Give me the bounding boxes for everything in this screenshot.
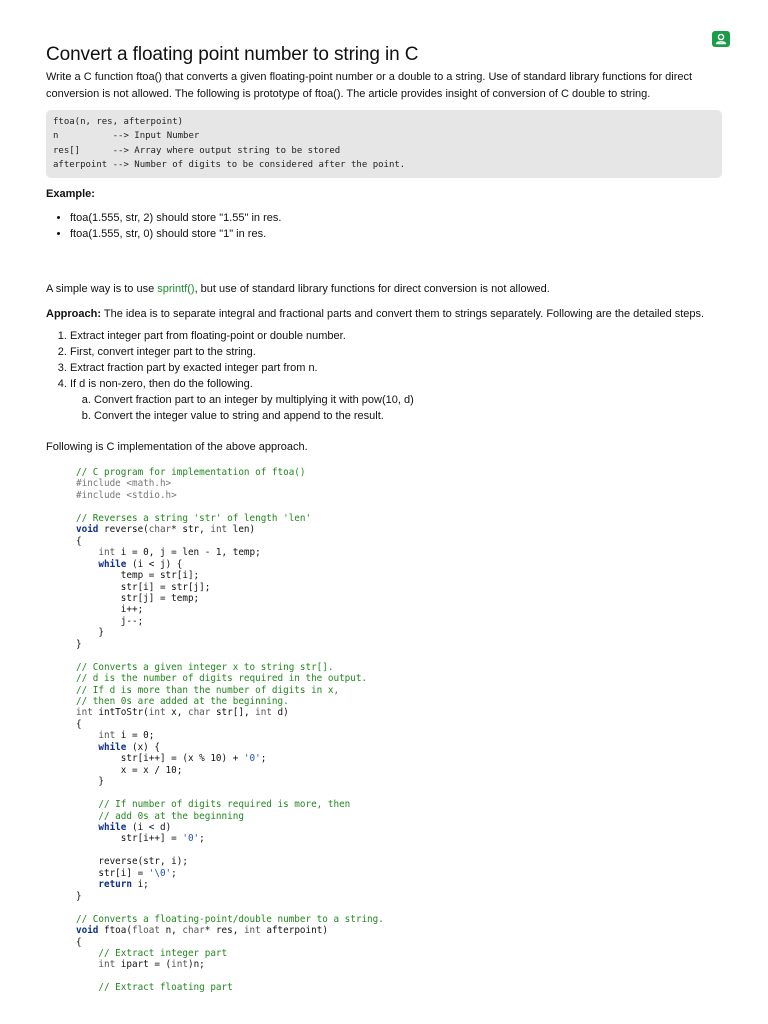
- list-item: a. Convert fraction part to an integer by multiplying it with pow(10, d): [94, 392, 726, 408]
- code-token: int: [148, 707, 166, 719]
- code-token: [76, 982, 98, 993]
- code-token: [76, 799, 98, 810]
- code-line: [76, 685, 384, 696]
- code-line: [76, 937, 384, 948]
- code-token: '0': [243, 753, 261, 765]
- code-token: // Extract floating part: [98, 982, 233, 994]
- code-token: [76, 879, 98, 890]
- example-heading: Example:: [46, 187, 95, 200]
- code-line: [76, 616, 384, 627]
- code-token: int: [98, 959, 116, 971]
- code-line: [76, 559, 384, 570]
- code-token: // If number of digits required is more, then: [98, 799, 351, 811]
- code-token: // d is the number of digits required in the output.: [76, 673, 368, 685]
- code-line: [76, 467, 384, 478]
- code-line: [76, 776, 384, 787]
- approach-label: Approach:: [46, 307, 101, 320]
- code-token: }: [76, 890, 82, 902]
- code-token: int: [210, 524, 228, 536]
- code-token: #include <stdio.h>: [76, 489, 177, 501]
- code-token: len): [227, 524, 256, 536]
- code-line: [76, 799, 384, 810]
- list-item: b. Convert the integer value to string and append to the result.: [94, 408, 726, 424]
- implementation-intro: Following is C implementation of the above approach.: [46, 440, 308, 453]
- code-line: [76, 730, 384, 741]
- code-token: [76, 547, 98, 558]
- code-token: str[],: [210, 707, 256, 719]
- code-token: afterpoint): [260, 925, 328, 937]
- code-token: {: [76, 535, 82, 547]
- code-line: [76, 742, 384, 753]
- code-token: float: [131, 925, 160, 937]
- source-code-block: [76, 467, 384, 994]
- code-token: str[i] = str[j];: [76, 581, 211, 593]
- code-token: )n;: [187, 959, 205, 971]
- code-token: }: [76, 776, 104, 788]
- code-line: [76, 627, 384, 638]
- code-token: while: [98, 741, 127, 753]
- code-token: i = 0;: [115, 730, 155, 742]
- code-token: * str,: [171, 524, 211, 536]
- code-token: char: [187, 707, 211, 719]
- code-line: [76, 696, 384, 707]
- code-token: void: [76, 524, 99, 536]
- code-token: str[j] = temp;: [76, 592, 200, 604]
- code-line: [76, 536, 384, 547]
- code-token: // Converts a floating-point/double number to a string.: [76, 913, 384, 925]
- code-line: [76, 513, 384, 524]
- code-line: [76, 788, 384, 799]
- code-line: [76, 902, 384, 913]
- code-token: #include <math.h>: [76, 478, 172, 490]
- prototype-line: afterpoint --> Number of digits to be considered after the point.: [53, 160, 406, 171]
- code-line: [76, 845, 384, 856]
- code-token: i;: [131, 879, 149, 891]
- code-token: [76, 559, 98, 570]
- code-token: ipart = (: [115, 959, 172, 971]
- code-line: [76, 856, 384, 867]
- code-line: [76, 822, 384, 833]
- code-token: // then 0s are added at the beginning.: [76, 696, 289, 708]
- code-token: str[i++] = (x % 10) +: [76, 753, 244, 765]
- list-item: [70, 376, 726, 424]
- code-line: [76, 582, 384, 593]
- code-token: reverse(: [98, 524, 149, 536]
- code-token: str[i++] =: [76, 833, 183, 845]
- code-line: [76, 490, 384, 501]
- code-line: [76, 959, 384, 970]
- code-token: // C program for implementation of ftoa(): [76, 467, 306, 478]
- list-item: 1. Extract integer part from floating-point or double number.: [70, 328, 726, 344]
- code-token: reverse(str, i);: [76, 856, 188, 868]
- code-line: [76, 501, 384, 512]
- code-token: d): [271, 707, 289, 719]
- code-token: int: [243, 925, 261, 937]
- code-token: str[i] =: [76, 867, 149, 879]
- code-token: [76, 948, 98, 959]
- code-token: ;: [199, 833, 205, 845]
- code-line: [76, 673, 384, 684]
- code-line: [76, 570, 384, 581]
- code-token: // Converts a given integer x to string str[].: [76, 661, 334, 673]
- code-line: [76, 914, 384, 925]
- code-token: // Reverses a string 'str' of length 'len': [76, 512, 312, 524]
- code-line: [76, 879, 384, 890]
- code-line: [76, 604, 384, 615]
- code-token: ;: [260, 753, 267, 765]
- approach-text: The idea is to separate integral and fractional parts and convert them to strings separately. Following are the detailed steps.: [101, 307, 705, 320]
- code-line: [76, 650, 384, 661]
- list-item: • ftoa(1.555, str, 0) should store "1" in res.: [70, 226, 726, 242]
- example-list: [46, 210, 726, 242]
- code-line: [76, 765, 384, 776]
- code-token: void: [76, 925, 99, 937]
- code-line: [76, 662, 384, 673]
- step-text: If d is non-zero, then do the following.: [70, 377, 253, 390]
- list-item: 3. Extract fraction part by exacted integer part from n.: [70, 360, 726, 376]
- code-token: (x) {: [126, 741, 160, 753]
- simple-way-paragraph: [46, 281, 726, 298]
- code-token: int: [76, 707, 93, 719]
- code-line: [76, 891, 384, 902]
- code-line: [76, 948, 384, 959]
- code-line: [76, 547, 384, 558]
- code-token: {: [76, 936, 82, 948]
- approach-paragraph: [46, 306, 726, 323]
- code-token: ftoa(: [98, 925, 132, 937]
- code-token: j--;: [76, 615, 144, 627]
- sprintf-link[interactable]: sprintf(): [157, 282, 195, 295]
- page-title: Convert a floating point number to string in C: [46, 44, 419, 65]
- code-token: [76, 811, 98, 822]
- code-token: }: [76, 638, 82, 650]
- simple-way-text-end: , but use of standard library functions for direct conversion is not allowed.: [194, 282, 550, 295]
- code-token: // add 0s at the beginning: [98, 810, 244, 822]
- code-token: [76, 730, 98, 741]
- code-token: [76, 822, 98, 833]
- code-token: int: [255, 707, 272, 719]
- code-token: while: [98, 558, 127, 570]
- steps-list: [46, 328, 726, 424]
- code-line: [76, 971, 384, 982]
- article: [46, 42, 726, 456]
- code-line: [76, 753, 384, 764]
- code-token: x,: [165, 707, 188, 719]
- code-line: [76, 833, 384, 844]
- code-line: [76, 925, 384, 936]
- code-line: [76, 593, 384, 604]
- prototype-line: ftoa(n, res, afterpoint): [53, 117, 184, 127]
- code-token: [76, 742, 98, 753]
- code-token: '0': [182, 833, 200, 845]
- prototype-line: n --> Input Number: [53, 131, 200, 142]
- code-token: char: [148, 524, 172, 536]
- code-token: ;: [171, 867, 177, 879]
- code-token: * res,: [204, 925, 244, 937]
- code-token: (i < d): [126, 822, 172, 833]
- code-token: // Extract integer part: [98, 947, 228, 959]
- intro-paragraph: Write a C function ftoa() that converts a given floating-point number or a double to a string. Use of standard library functions for direct conversion is not allowed. The following is prototype of ftoa(). The article provides insight of conversion of C double to string.: [46, 71, 693, 100]
- code-line: [76, 707, 384, 718]
- code-token: '\0': [148, 867, 172, 879]
- code-token: intToStr(: [92, 707, 149, 719]
- list-item: 2. First, convert integer part to the string.: [70, 344, 726, 360]
- code-token: n,: [159, 925, 183, 937]
- code-line: [76, 868, 384, 879]
- code-token: int: [171, 959, 188, 971]
- code-token: while: [98, 822, 127, 833]
- code-token: x = x / 10;: [76, 764, 183, 776]
- code-token: char: [182, 925, 205, 937]
- code-token: i++;: [76, 604, 144, 616]
- code-token: (i < j) {: [126, 558, 183, 570]
- code-line: [76, 719, 384, 730]
- code-line: [76, 524, 384, 535]
- simple-way-text: A simple way is to use: [46, 282, 158, 295]
- code-token: [76, 959, 98, 970]
- code-token: {: [76, 718, 82, 730]
- code-token: }: [76, 627, 104, 639]
- code-token: temp = str[i];: [76, 570, 200, 582]
- code-line: [76, 811, 384, 822]
- code-token: int: [98, 547, 116, 559]
- prototype-code-block: [46, 110, 722, 178]
- code-line: [76, 639, 384, 650]
- code-token: // If d is more than the number of digits in x,: [76, 684, 340, 696]
- code-token: int: [98, 730, 116, 742]
- code-line: [76, 478, 384, 489]
- prototype-line: res[] --> Array where output string to be stored: [53, 145, 341, 156]
- code-token: i = 0, j = len - 1, temp;: [115, 547, 261, 559]
- code-line: [76, 982, 384, 993]
- code-token: return: [98, 879, 132, 891]
- substeps-list: [70, 392, 726, 424]
- list-item: • ftoa(1.555, str, 2) should store "1.55" in res.: [70, 210, 726, 226]
